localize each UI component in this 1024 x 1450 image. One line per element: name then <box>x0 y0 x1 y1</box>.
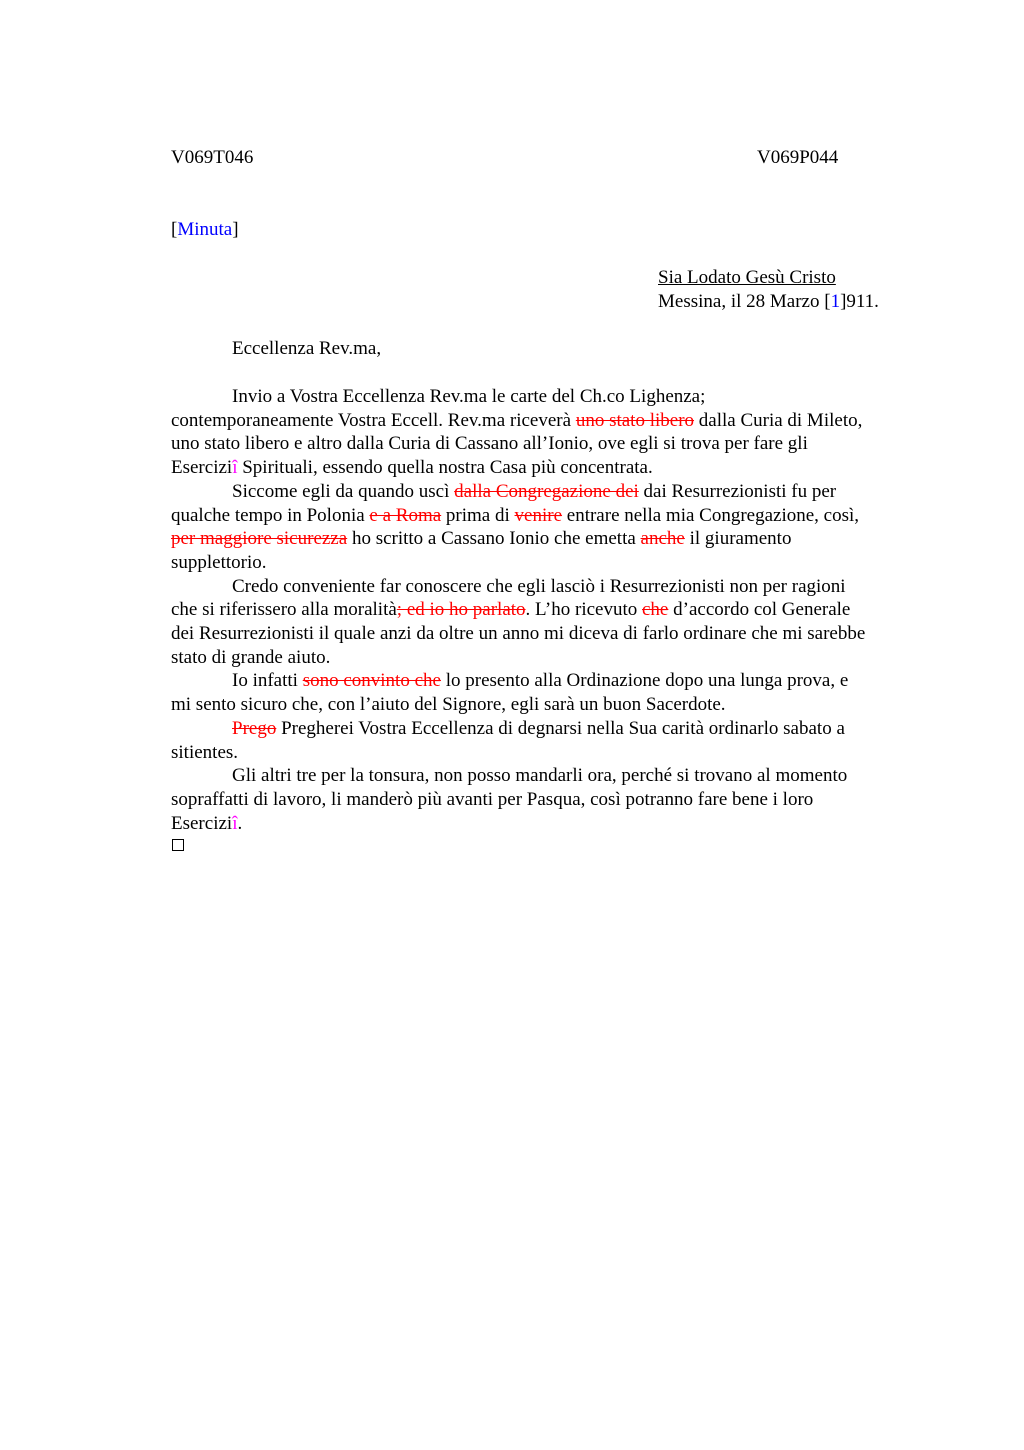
body-line: Io infatti sono convinto che lo presento alla Ordinazione dopo una lunga prova, e <box>232 670 849 692</box>
date-prefix: Messina, il 28 Marzo [ <box>658 290 831 312</box>
deleted-text: che <box>642 599 669 621</box>
deleted-text: Prego <box>232 717 277 739</box>
deleted-text: dalla Congregazione dei <box>454 480 639 502</box>
body-line: uno stato libero e altro dalla Curia di Cassano all’Ionio, ove egli si trova per fare gli <box>171 433 808 455</box>
deleted-text: sono convinto che <box>302 670 441 692</box>
deleted-text: e a Roma <box>369 504 442 526</box>
body-line: stato di grande aiuto. <box>171 646 331 668</box>
deleted-text: anche <box>640 528 685 550</box>
body-line: Gli altri tre per la tonsura, non posso mandarli ora, perché si trovano al momento <box>232 765 848 787</box>
letter-heading <box>658 266 879 313</box>
end-marker-box <box>172 839 184 851</box>
body-line: contemporaneamente Vostra Eccell. Rev.ma riceverà uno stato libero dalla Curia di Mileto, <box>171 409 863 431</box>
minuta-bracket-close: ] <box>232 219 239 240</box>
body-line: qualche tempo in Polonia e a Roma prima di venire entrare nella mia Congregazione, così, <box>171 504 860 526</box>
body-line: dei Resurrezionisti il quale anzi da oltre un anno mi diceva di farlo ordinare che mi sarebbe <box>171 623 866 645</box>
body-line: sopraffatti di lavoro, li manderò più avanti per Pasqua, così potranno fare bene i loro <box>171 788 814 810</box>
invocation: Sia Lodato Gesù Cristo <box>658 267 836 288</box>
body-line: che si riferissero alla moralità; ed io ho parlato. L’ho ricevuto che d’accordo col Generale <box>171 599 851 621</box>
minuta-bracket-open: [ <box>171 219 178 240</box>
deleted-text: per maggiore sicurezza <box>171 528 348 550</box>
document-code-left: V069T046 <box>171 147 254 168</box>
minuta-label <box>171 218 239 242</box>
salutation: Eccellenza Rev.ma, <box>232 338 382 359</box>
body-line: mi sento sicuro che, con l’aiuto del Signore, egli sarà un buon Sacerdote. <box>171 694 726 716</box>
accent-mark: î <box>232 812 238 834</box>
body-line: sitientes. <box>171 741 239 763</box>
deleted-text: uno stato libero <box>575 409 695 431</box>
body-line: Eserciziî Spirituali, essendo quella nostra Casa più concentrata. <box>171 457 653 479</box>
body-line: per maggiore sicurezza ho scritto a Cassano Ionio che emetta anche il giuramento <box>171 528 792 550</box>
letter-body <box>171 385 931 835</box>
body-line: Prego Pregherei Vostra Eccellenza di degnarsi nella Sua carità ordinarlo sabato a <box>232 717 845 739</box>
date-suffix: ]911. <box>840 290 879 312</box>
minuta-text: Minuta <box>177 219 233 240</box>
body-line: supplettorio. <box>171 551 267 573</box>
date-editorial-digit: 1 <box>830 290 841 312</box>
body-line: Siccome egli da quando uscì dalla Congregazione dei dai Resurrezionisti fu per <box>232 480 837 502</box>
body-line: Invio a Vostra Eccellenza Rev.ma le carte del Ch.co Lighenza; <box>232 386 706 407</box>
document-code-right: V069P044 <box>757 147 839 168</box>
deleted-text: venire <box>514 504 563 526</box>
body-line: Eserciziî. <box>171 812 243 834</box>
date-line <box>658 290 879 314</box>
accent-mark: î <box>232 457 238 479</box>
body-line: Credo conveniente far conoscere che egli lasciò i Resurrezionisti non per ragioni <box>232 575 846 597</box>
deleted-text: ; ed io ho parlato <box>396 599 526 621</box>
